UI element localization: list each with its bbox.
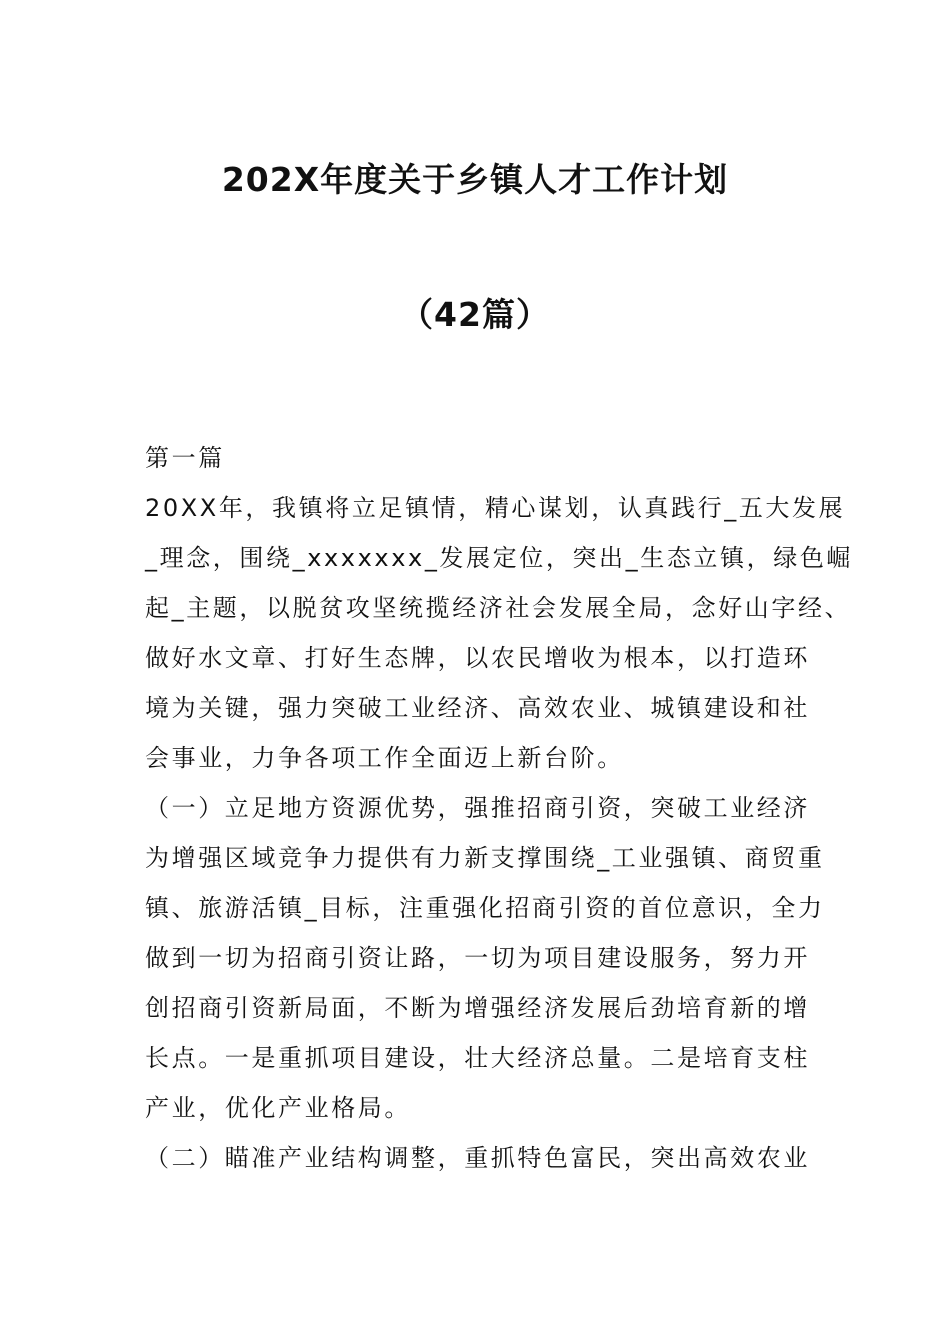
body-line: 创招商引资新局面，不断为增强经济发展后劲培育新的增 (145, 994, 810, 1022)
document-body (145, 433, 854, 1183)
body-line: _理念，围绕_xxxxxxx_发展定位，突出_生态立镇，绿色崛 (145, 544, 854, 572)
body-line: 镇、旅游活镇_目标，注重强化招商引资的首位意识，全力 (145, 894, 825, 922)
body-line: 境为关键，强力突破工业经济、高效农业、城镇建设和社 (145, 694, 810, 722)
body-line: 20XX年，我镇将立足镇情，精心谋划，认真践行_五大发展 (145, 494, 846, 522)
body-line: 长点。一是重抓项目建设，壮大经济总量。二是培育支柱 (145, 1044, 810, 1072)
section-heading: 第一篇 (145, 444, 225, 472)
body-line: 起_主题，以脱贫攻坚统揽经济社会发展全局，念好山字经、 (145, 594, 852, 622)
body-line: 为增强区域竞争力提供有力新支撑围绕_工业强镇、商贸重 (145, 844, 825, 872)
body-line: （二）瞄准产业结构调整，重抓特色富民，突出高效农业 (145, 1144, 810, 1172)
body-line: 会事业，力争各项工作全面迈上新台阶。 (145, 744, 624, 772)
document-title: 202X年度关于乡镇人才工作计划 (221, 160, 729, 199)
body-line: （一）立足地方资源优势，强推招商引资，突破工业经济 (145, 794, 810, 822)
body-line: 做到一切为招商引资让路，一切为项目建设服务，努力开 (145, 944, 810, 972)
document-subtitle: （42篇） (400, 295, 550, 334)
body-line: 产业，优化产业格局。 (145, 1094, 411, 1122)
body-line: 做好水文章、打好生态牌，以农民增收为根本，以打造环 (145, 644, 810, 672)
